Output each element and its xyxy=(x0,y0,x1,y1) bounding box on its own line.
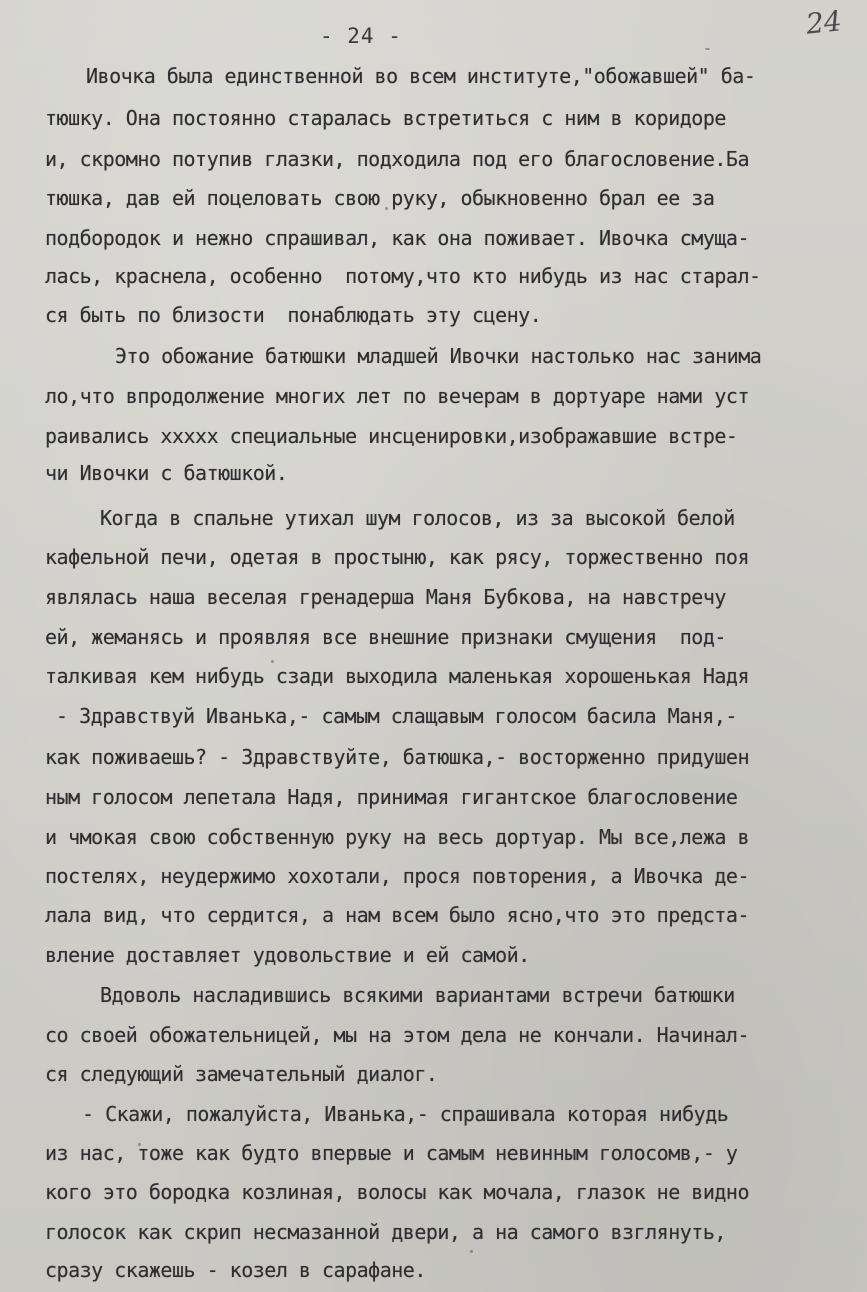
text-line: постелях, неудержимо хохотали, прося повторения, а Ивочка де- xyxy=(45,864,750,888)
text-line: лась, краснела, особенно потому,что кто нибудь из нас старал- xyxy=(45,264,761,288)
text-line: и чмокая свою собственную руку на весь дортуар. Мы все,лежа в xyxy=(45,825,750,849)
page-number: - 24 - xyxy=(320,24,402,48)
text-line: Ивочка была единственной во всем институте,"обожавшей" ба- xyxy=(86,64,756,88)
text-line: ей, жеманясь и проявляя все внешние признаки смущения под- xyxy=(45,625,726,649)
text-line: из нас, тоже как будто впервые и самым невинным голосомв,- у xyxy=(45,1141,738,1165)
text-line: как поживаешь? - Здравствуйте, батюшка,- восторженно придушен xyxy=(45,745,750,769)
text-line: кафельной печи, одетая в простыню, как рясу, торжественно поя xyxy=(45,545,750,569)
text-line: Это обожание батюшки младшей Ивочки настолько нас занима xyxy=(115,344,762,368)
text-line: ло,что впродолжение многих лет по вечерам в дортуаре нами уст xyxy=(45,384,750,408)
text-line: раивались ххххх специальные инсценировки,изображавшие встре- xyxy=(45,424,738,448)
text-line: и, скромно потупив глазки, подходила под его благословение.Ба xyxy=(45,147,750,171)
text-line: - Здравствуй Иванька,- самым слащавым голосом басила Маня,- xyxy=(56,704,737,728)
text-line: голосок как скрип несмазанной двери, а на самого взглянуть, xyxy=(45,1220,726,1244)
text-line: тюшка, дав ей поцеловать свою руку, обыкновенно брал ее за xyxy=(45,186,715,210)
text-line: - Скажи, пожалуйста, Иванька,- спрашивала которая нибудь xyxy=(82,1102,729,1126)
text-line: чи Ивочки с батюшкой. xyxy=(45,461,288,485)
text-line: ным голосом лепетала Надя, принимая гигантское благословение xyxy=(45,785,738,809)
text-line: Когда в спальне утихал шум голосов, из за высокой белой xyxy=(100,506,735,530)
text-line: ся быть по близости понаблюдать эту сцену. xyxy=(45,303,542,327)
text-line: кого это бородка козлиная, волосы как мочала, глазок не видно xyxy=(45,1180,750,1204)
text-line: Вдоволь насладившись всякими вариантами встречи батюшки xyxy=(100,983,735,1007)
handwritten-page-number: 24 xyxy=(804,4,844,41)
text-line: со своей обожательницей, мы на этом дела не кончали. Начинал- xyxy=(45,1023,750,1047)
text-line: талкивая кем нибудь сзади выходила маленькая хорошенькая Надя xyxy=(45,664,750,688)
text-line: ся следующий замечательный диалог. xyxy=(45,1062,438,1086)
text-line: тюшку. Она постоянно старалась встретиться с ним в коридоре xyxy=(45,106,726,130)
text-line: являлась наша веселая гренадерша Маня Бубкова, на навстречу xyxy=(45,585,726,609)
text-line: сразу скажешь - козел в сарафане. xyxy=(45,1258,426,1282)
text-line: подбородок и нежно спрашивал, как она поживает. Ивочка смуща- xyxy=(45,226,750,250)
text-line: лала вид, что сердится, а нам всем было ясно,что это предста- xyxy=(45,903,750,927)
text-line: вление доставляет удовольствие и ей самой. xyxy=(45,943,530,967)
